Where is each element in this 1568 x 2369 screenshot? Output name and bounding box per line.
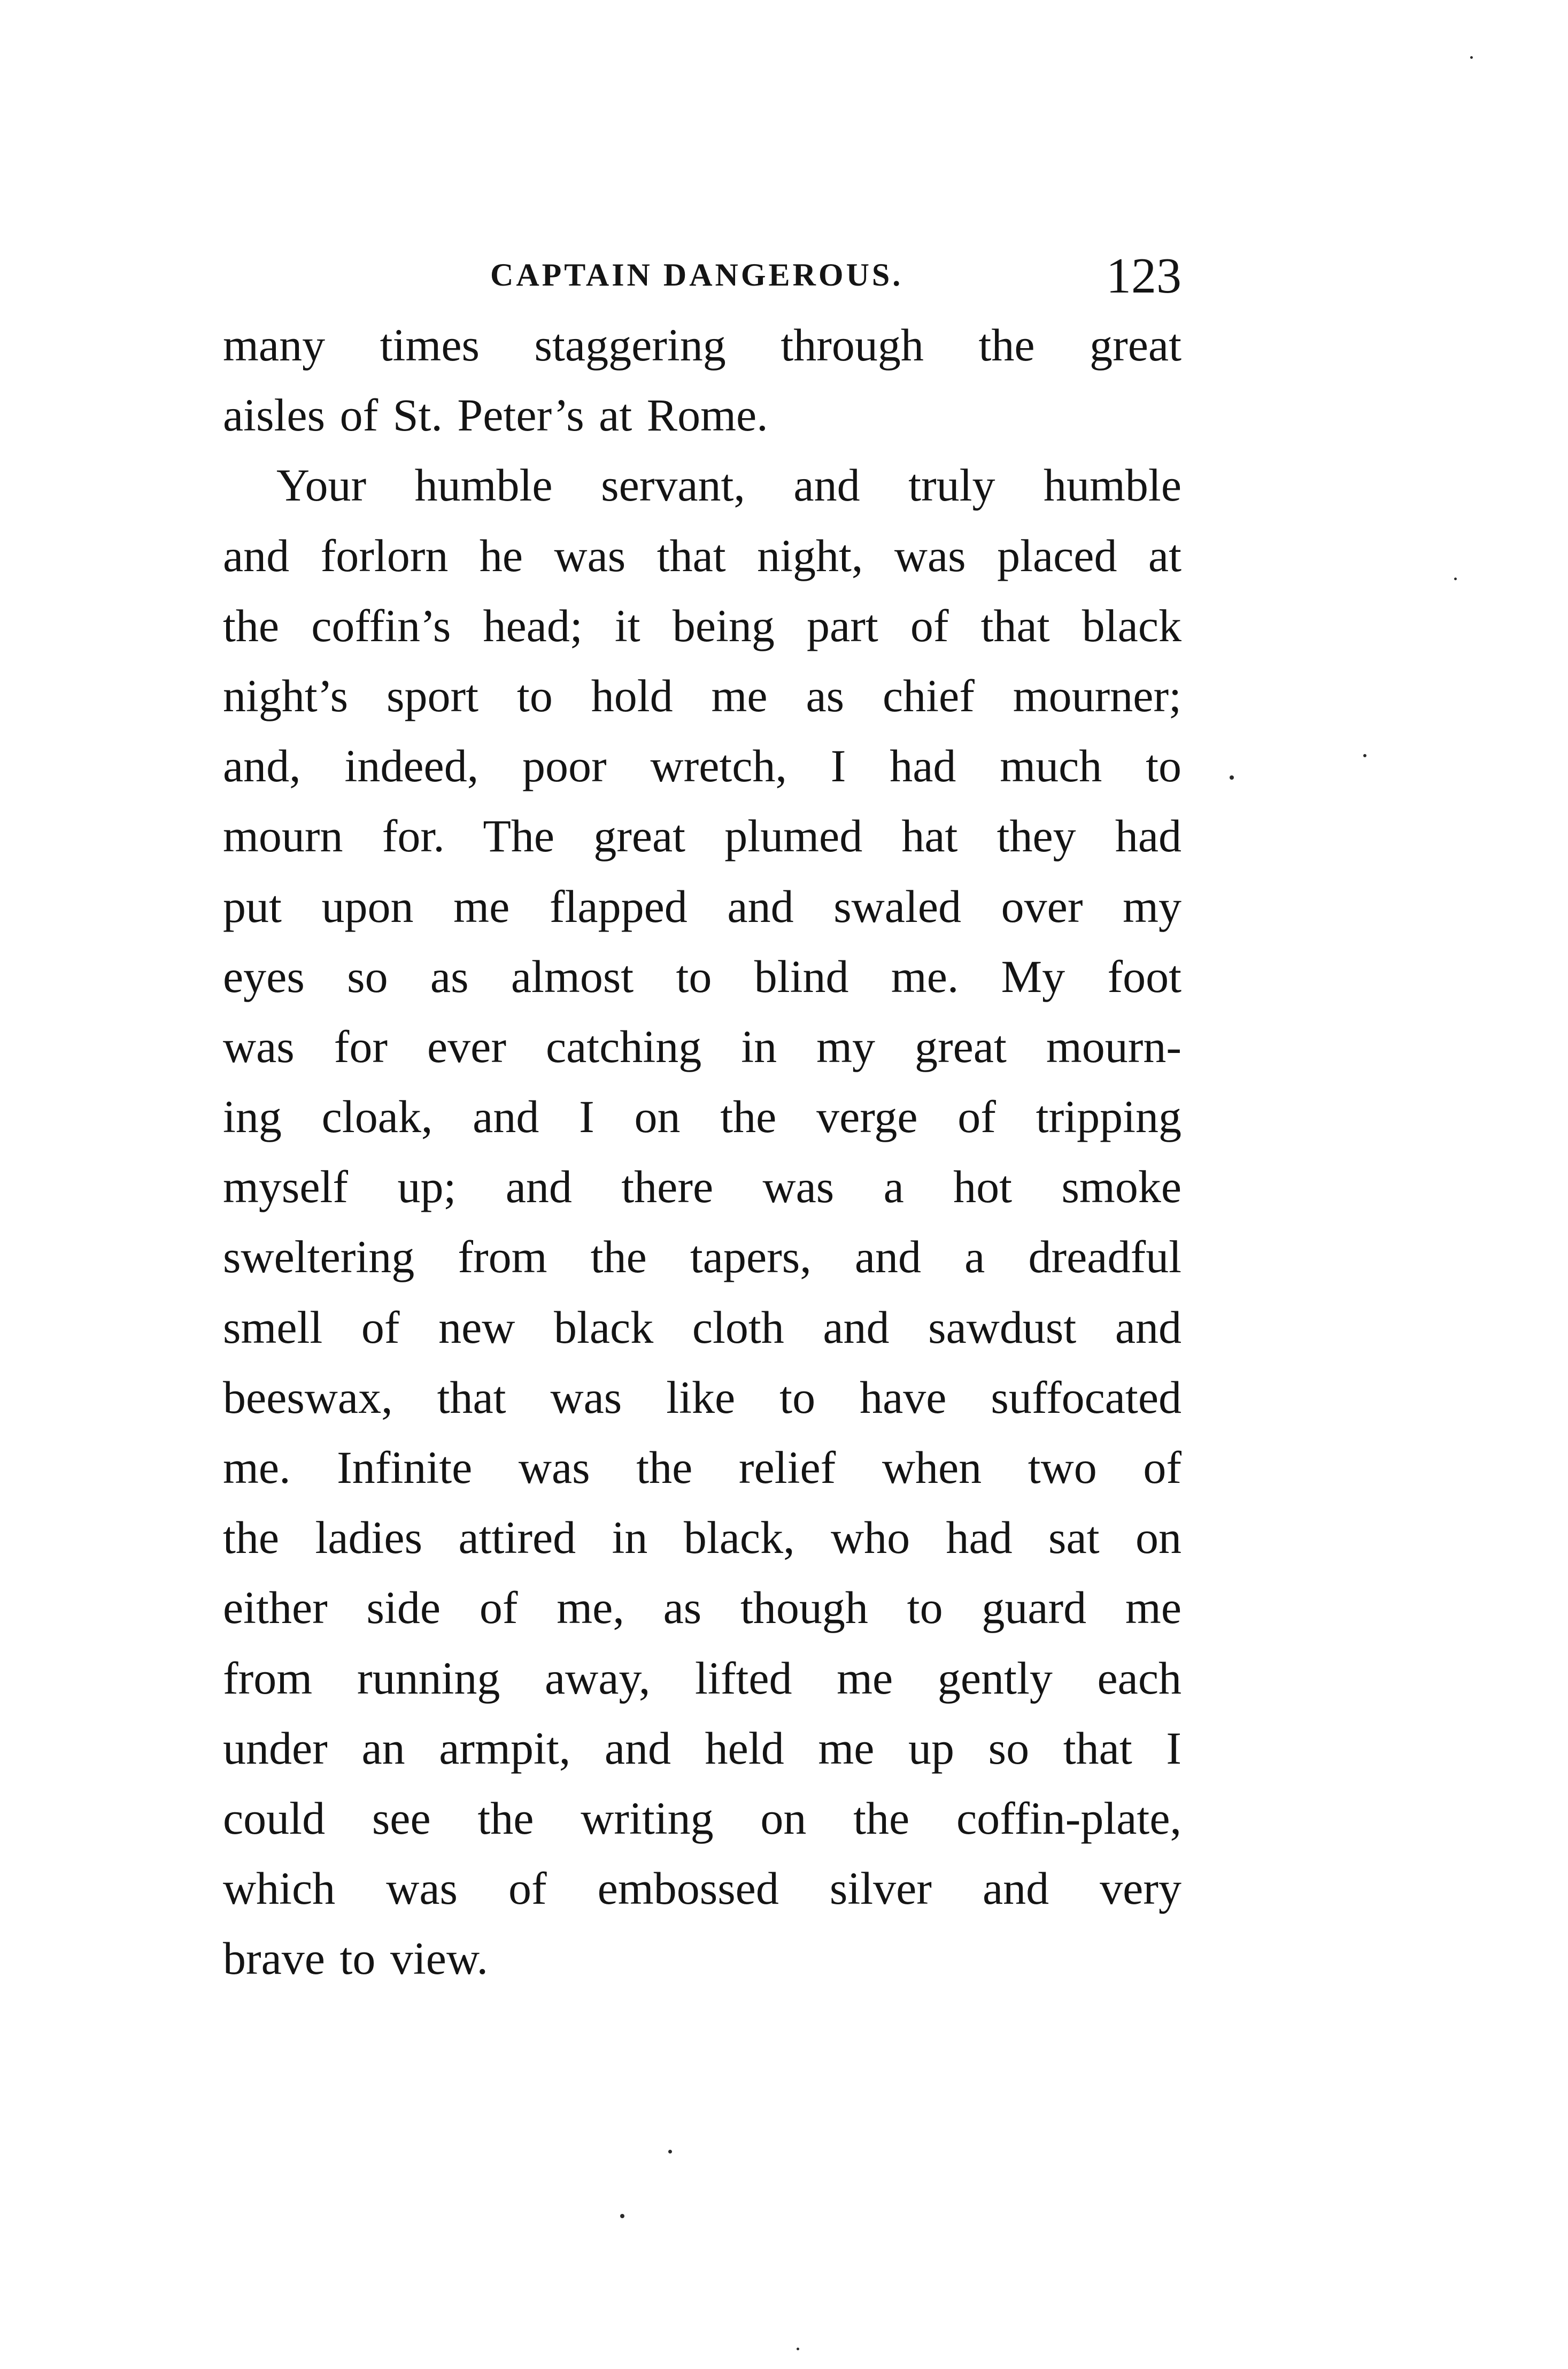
- text-line: mourn for. The great plumed hat they had: [223, 810, 1181, 862]
- scan-speck: [1454, 578, 1457, 580]
- text-line: under an armpit, and held me up so that I: [223, 1722, 1181, 1774]
- text-line: sweltering from the tapers, and a dreadful: [223, 1231, 1181, 1283]
- text-line: which was of embossed silver and very: [223, 1863, 1181, 1914]
- text-line: night’s sport to hold me as chief mourner;: [223, 670, 1181, 721]
- scan-speck: [1230, 775, 1234, 780]
- text-line: Your humble servant, and truly humble: [276, 459, 1181, 511]
- page-number: 123: [1106, 248, 1181, 304]
- scan-speck: [620, 2214, 624, 2218]
- running-head: [223, 247, 1181, 304]
- text-line: either side of me, as though to guard me: [223, 1582, 1181, 1634]
- running-title: CAPTAIN DANGEROUS.: [490, 257, 903, 293]
- text-line: the ladies attired in black, who had sat on: [223, 1512, 1181, 1564]
- text-line: and, indeed, poor wretch, I had much to: [223, 740, 1181, 792]
- text-line: brave to view.: [223, 1933, 488, 1985]
- text-line: aisles of St. Peter’s at Rome.: [223, 389, 768, 441]
- text-line: myself up; and there was a hot smoke: [223, 1161, 1181, 1213]
- scan-speck: [668, 2150, 672, 2153]
- text-line: beeswax, that was like to have suffocated: [223, 1371, 1181, 1423]
- text-line: me. Infinite was the relief when two of: [223, 1442, 1181, 1493]
- text-line: put upon me flapped and swaled over my: [223, 880, 1181, 932]
- text-line: smell of new black cloth and sawdust and: [223, 1301, 1181, 1353]
- text-line: eyes so as almost to blind me. My foot: [223, 950, 1181, 1002]
- text-line: and forlorn he was that night, was placed at: [223, 529, 1181, 581]
- scan-speck: [1470, 56, 1473, 59]
- text-line: ing cloak, and I on the verge of tripping: [223, 1091, 1181, 1143]
- text-line: the coffin’s head; it being part of that black: [223, 599, 1181, 651]
- body-text: [223, 310, 1181, 1994]
- scan-speck: [1363, 754, 1366, 757]
- scan-speck: [797, 2348, 799, 2350]
- text-line: could see the writing on the coffin-plate,: [223, 1792, 1181, 1844]
- text-line: from running away, lifted me gently each: [223, 1652, 1181, 1704]
- text-line: was for ever catching in my great mourn-: [223, 1020, 1181, 1072]
- text-line: many times staggering through the great: [223, 319, 1181, 371]
